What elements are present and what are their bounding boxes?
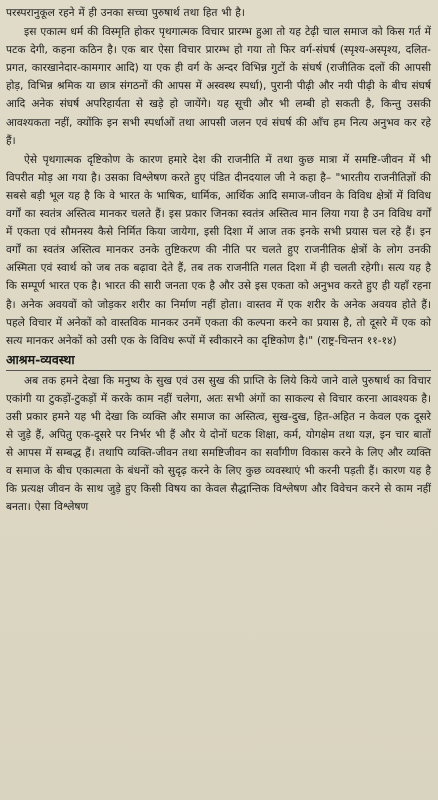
paragraph-continuation: परस्परानुकूल रहने में ही उनका सच्चा पुरुषार्थ तथा हित भी है। [6, 7, 245, 19]
paragraph-deendayal-quote: ऐसे पृथगात्मक दृष्टिकोण के कारण हमारे देश की राजनीति में तथा कुछ मात्रा में समष्टि-जीवन में भी विपरीत मोड़ आ गया है। उसका विश्लेषण करते हुए पंडित दीनदयाल जी ने कहा है– "भारतीय राजनीतिज्ञों की सबसे बड़ी भूल यह है कि वे भारत के भाषिक, धार्मिक, आर्थिक आदि समाज-जीवन के विविध क्षेत्रों में विविध वर्गों का स्वतंत्र अस्तित्व मानकर चलते हैं। इस प्रकार जिनका स्वतंत्र अस्तित्व मान लिया गया है उन विविध वर्गों में एकता एवं सौमनस्य कैसे निर्मित किया जायेगा, इसी दिशा में आज तक इनके सभी प्रयास चल रहे हैं। इन वर्गों का स्वतंत्र अस्तित्व मानकर उनके तुष्टिकरण की नीति पर चलते हुए राजनीतिक क्षेत्रों के लोग उनकी अस्मिता एवं स्वार्थ को जब तक बढ़ावा देते हैं, तब तक राजनीति गलत दिशा में ही चलती रहेगी। सत्य यह है कि सम्पूर्ण भारत एक है। भारत की सारी जनता एक है और उसे इस एकता को अनुभव करते हुए ही यहाँ रहना है। अनेक अवयवों को जोड़कर शरीर का निर्माण नहीं होता। वास्तव में एक शरीर के अनेक अवयव होते हैं। पहले विचार में अनेकों को वास्तविक मानकर उनमें एकता की कल्पना करने का प्रयास है, तो दूसरे में एक को सत्य मानकर अनेकों को उसी एक के विविध रूपों में स्वीकारने का दृष्टिकोण है।" (राष्ट्र-चिन्तन ११-१४) [6, 153, 431, 347]
paragraph-ekatma-dharma: इस एकात्म धर्म की विस्मृति होकर पृथगात्मक विचार प्रारम्भ हुआ तो यह टेढ़ी चाल समाज को किस गर्त में पटक देगी, कहना कठिन है। एक बार ऐसा विचार प्रारम्भ हो गया तो फिर वर्ग-संघर्ष (स्पृश्य-अस्पृश्य, दलित-प्रगत, कारखानेदार-कामगार आदि) या एक ही वर्ग के अन्दर विभिन्न गुटों के संघर्ष (राजीतिक दलों की आपसी होड़, विभिन्न श्रमिक या छात्र संगठनों की आपस में अस्वस्थ स्पर्धा), पुरानी पीढ़ी और नयी पीढ़ी के बीच संघर्ष आदि अनेक संघर्ष अपरिहार्यता से खड़े हो जायेंगे। यह सूची और भी लम्बी हो सकती है, किन्तु उसकी आवश्यकता नहीं, क्योंकि इन सभी स्पर्धाओं तथा आपसी जलन एवं संघर्ष की आँच हम नित्य अनुभव कर रहे हैं। [6, 26, 431, 147]
heading-underline [6, 370, 431, 371]
paragraph-ashram-vyavastha: अब तक हमने देखा कि मनुष्य के सुख एवं उस सुख की प्राप्ति के लिये किये जाने वाले पुरुषार्थ का विचार एकांगी या टुकड़ों-टुकड़ों में करके काम नहीं चलेगा, अतः सभी अंगों का साकल्य से विचार करना आवश्यक है। उसी प्रकार हमने यह भी देखा कि व्यक्ति और समाज का अस्तित्व, सुख-दुख, हित-अहित न केवल एक दूसरे से जुड़े हैं, अपितु एक-दूसरे पर निर्भर भी हैं और ये दोनों घटक शिक्षा, कर्म, योगक्षेम तथा यज्ञ, इन चार बातों से आपस में सम्बद्ध हैं। तथापि व्यक्ति-जीवन तथा समष्टिजीवन का सर्वांगीण विकास करने के लिए और व्यक्ति व समाज के बीच एकात्मता के बंधनों को सुदृढ़ करने के लिए कुछ व्यवस्थाएं भी करनी पड़ती हैं। कारण यह है कि प्रत्यक्ष जीवन के साथ जुड़े हुए किसी विषय का केवल सैद्धान्तिक विश्लेषण और विवेचन करने से काम नहीं बनता। ऐसा विश्लेषण [6, 374, 431, 514]
section-heading: आश्रम-व्यवस्था [6, 351, 75, 367]
